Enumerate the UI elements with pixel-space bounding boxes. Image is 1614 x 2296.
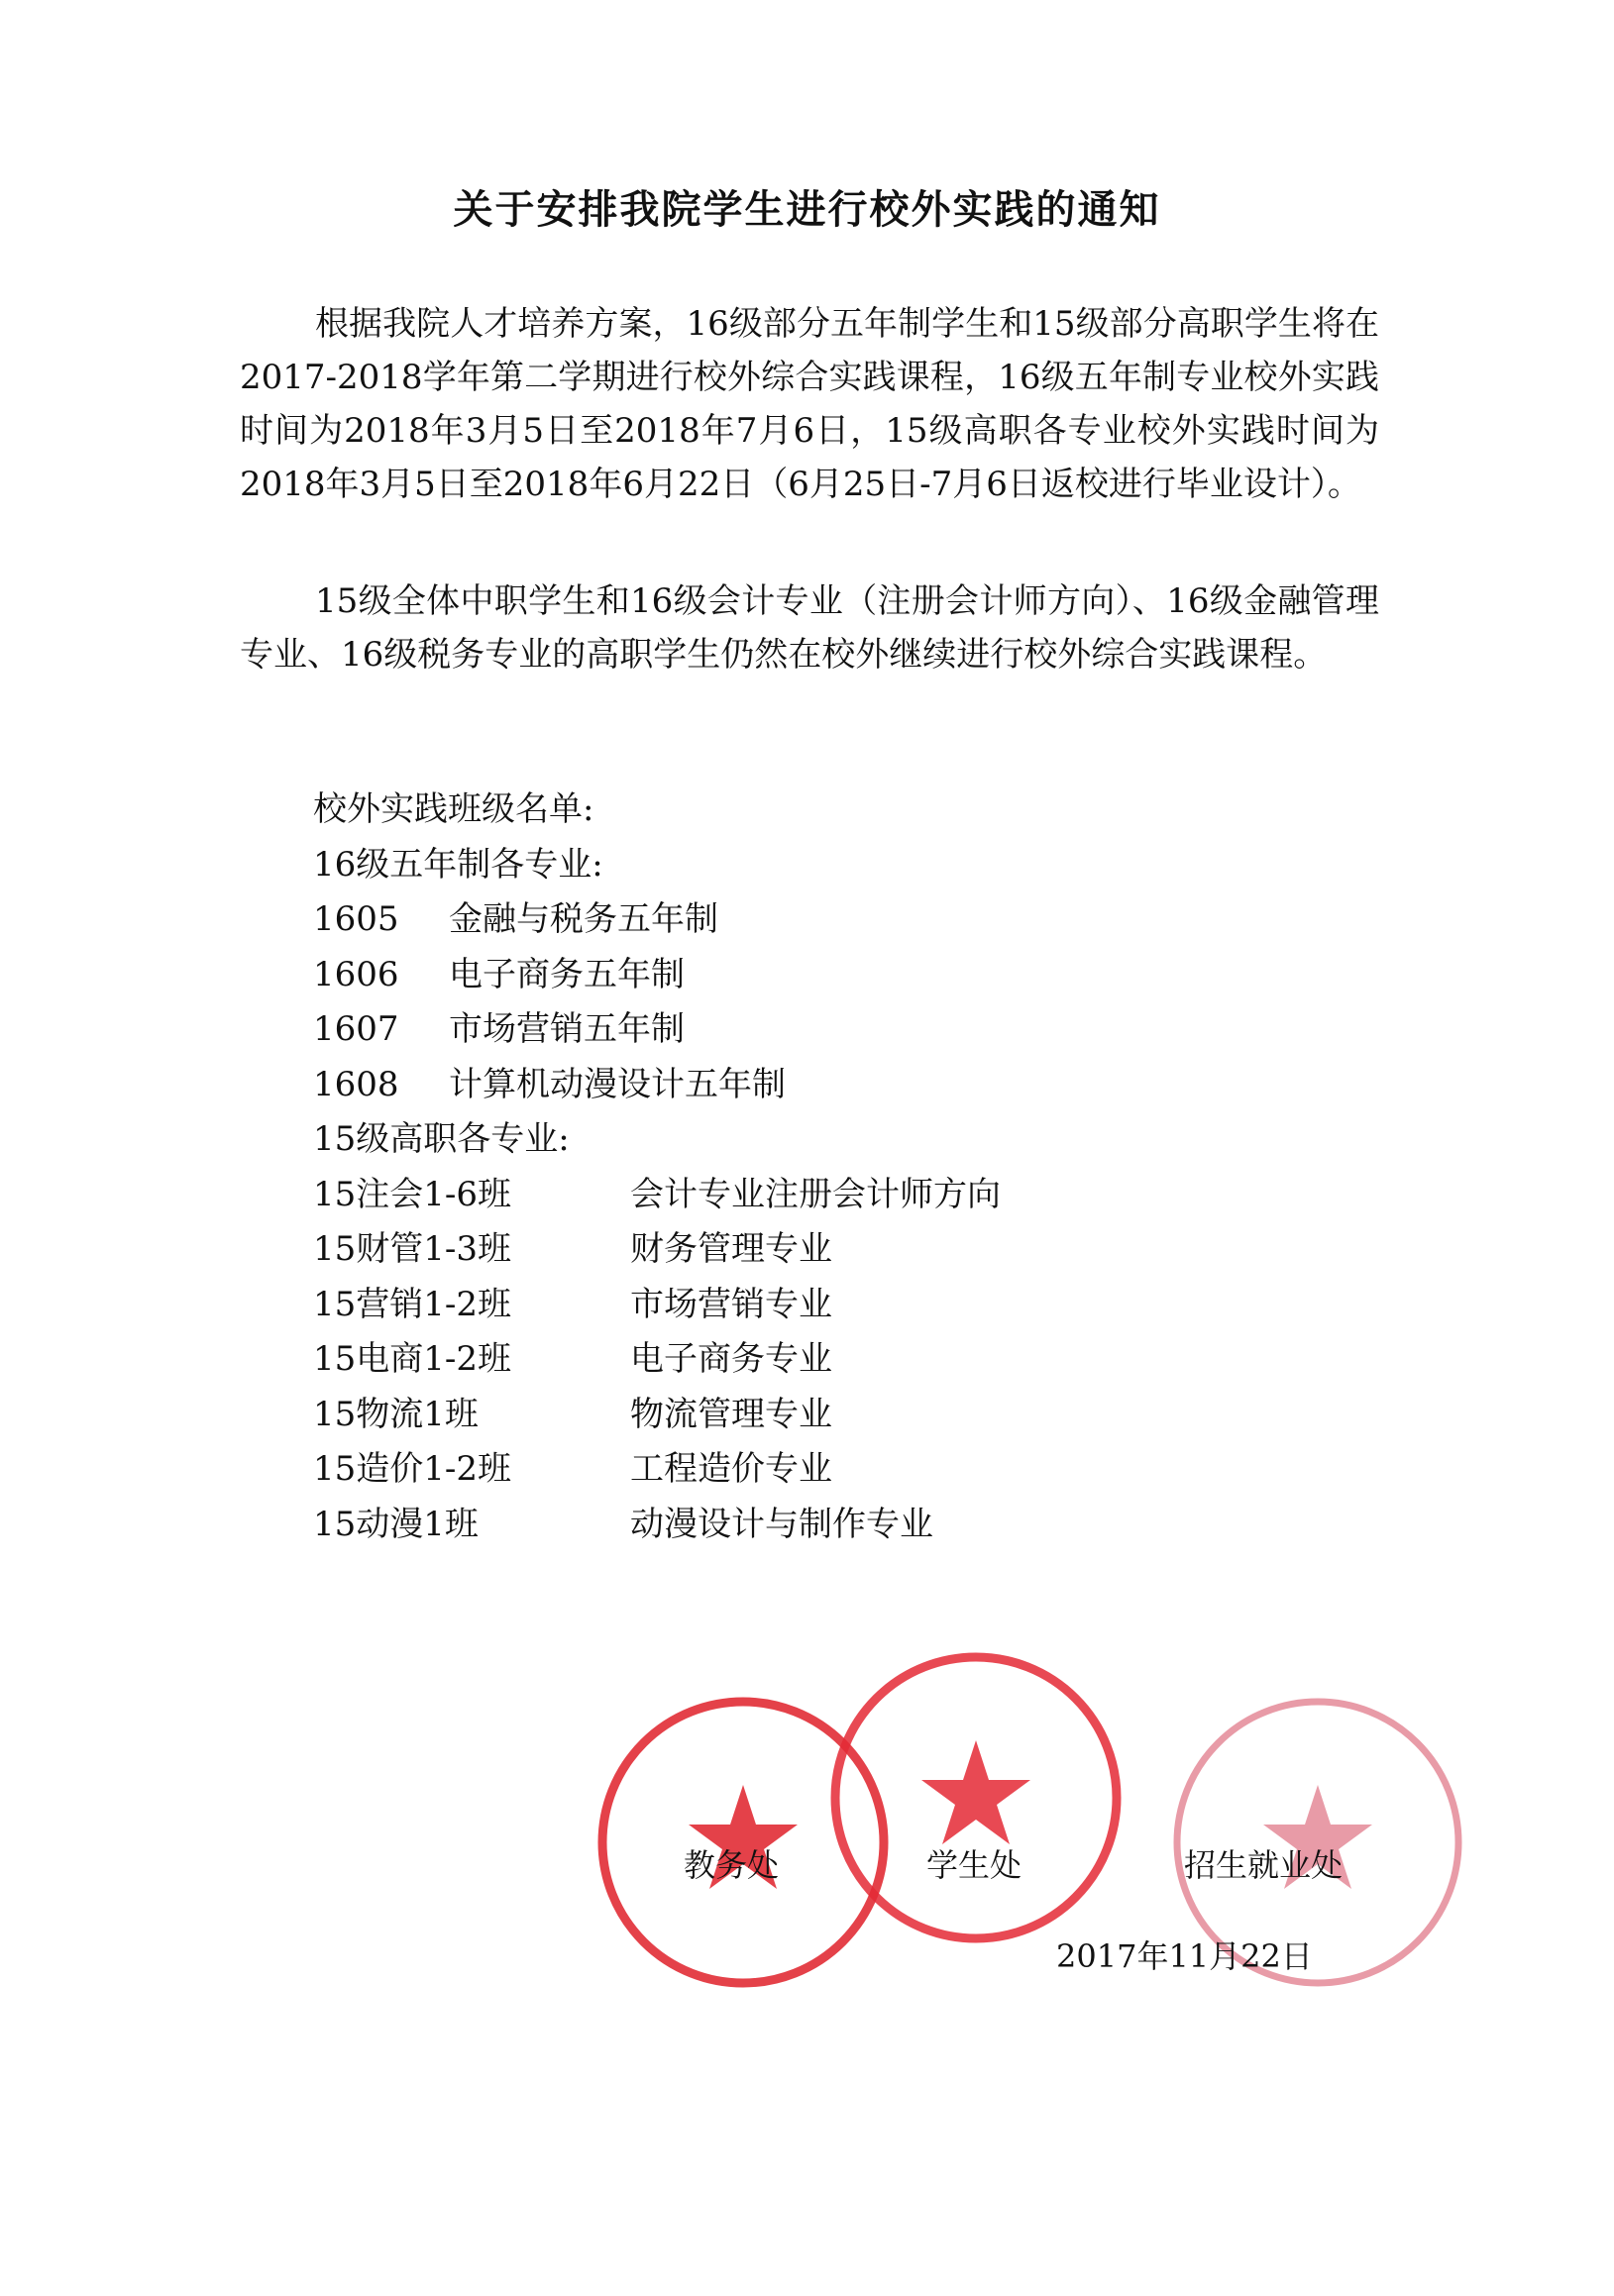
list-heading: 校外实践班级名单: — [313, 789, 594, 829]
signer-academic-affairs: 教务处 — [684, 1846, 780, 1884]
major-name: 电子商务专业 — [630, 1339, 832, 1379]
major-name: 市场营销五年制 — [449, 1009, 685, 1049]
list-item — [313, 1222, 1001, 1278]
list-item — [313, 1002, 1001, 1058]
list-item — [313, 892, 1001, 948]
major-name: 动漫设计与制作专业 — [630, 1504, 933, 1544]
paragraph-continuing: 15级全体中职学生和16级会计专业（注册会计师方向）、16级金融管理专业、16级税务专业的高职学生仍然在校外继续进行校外综合实践课程。 — [240, 581, 1379, 675]
major-name: 财务管理专业 — [630, 1229, 832, 1269]
class-code: 1607 — [313, 1009, 399, 1049]
class-name: 15动漫1班 — [313, 1504, 479, 1544]
class-name: 15财管1-3班 — [313, 1229, 512, 1269]
major-name: 物流管理专业 — [630, 1394, 832, 1434]
class-name: 15注会1-6班 — [313, 1174, 512, 1214]
list-item — [313, 1498, 1001, 1553]
major-name: 会计专业注册会计师方向 — [630, 1174, 1001, 1214]
class-code: 1608 — [313, 1064, 399, 1104]
class-name: 15物流1班 — [313, 1394, 479, 1434]
class-code: 1605 — [313, 899, 399, 939]
group1-heading: 16级五年制各专业: — [313, 844, 603, 885]
list-item — [313, 948, 1001, 1003]
list-item — [313, 1442, 1001, 1498]
class-list — [313, 783, 1001, 1552]
major-name: 市场营销专业 — [630, 1284, 832, 1324]
list-item — [313, 1058, 1001, 1113]
class-code: 1606 — [313, 954, 399, 994]
class-name: 15营销1-2班 — [313, 1284, 512, 1324]
list-item — [313, 1388, 1001, 1443]
major-name: 计算机动漫设计五年制 — [449, 1064, 786, 1104]
group2-heading: 15级高职各专业: — [313, 1119, 570, 1159]
paragraph-schedule: 根据我院人才培养方案，16级部分五年制学生和15级部分高职学生将在2017-2018学年第二学期进行校外综合实践课程，16级五年制专业校外实践时间为2018年3月5日至2018年7月6日，15级高职各专业校外实践时间为2018年3月5日至2018年6月22日（6月25日-7月6日返校进行毕业设计）。 — [240, 304, 1379, 504]
list-item — [313, 1332, 1001, 1388]
class-name: 15电商1-2班 — [313, 1339, 512, 1379]
signer-admissions-employment: 招生就业处 — [1184, 1846, 1344, 1884]
major-name: 工程造价专业 — [630, 1449, 832, 1489]
class-name: 15造价1-2班 — [313, 1449, 512, 1489]
list-item — [313, 1278, 1001, 1333]
seal-student-affairs — [827, 1649, 1125, 1946]
signer-student-affairs: 学生处 — [926, 1846, 1022, 1884]
seal-graphic — [827, 1649, 1125, 1946]
document-date: 2017年11月22日 — [1056, 1937, 1313, 1975]
list-item — [313, 1168, 1001, 1223]
document-title: 关于安排我院学生进行校外实践的通知 — [453, 186, 1161, 233]
major-name: 电子商务五年制 — [449, 954, 685, 994]
major-name: 金融与税务五年制 — [449, 899, 718, 939]
